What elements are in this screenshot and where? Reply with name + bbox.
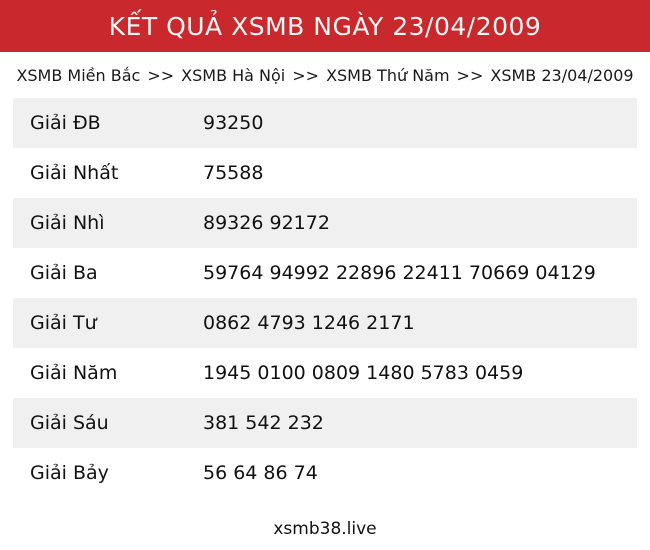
table-row-giai-tu [13,298,637,348]
prize-numbers: 89326 92172 [203,212,330,234]
table-row-giai-db [13,98,637,148]
table-row-giai-nam [13,348,637,398]
page-title: KẾT QUẢ XSMB NGÀY 23/04/2009 [108,11,542,41]
results-table [13,98,637,498]
prize-numbers: 1945 0100 0809 1480 5783 0459 [203,362,524,384]
breadcrumb-link-thu-nam[interactable]: XSMB Thứ Năm [326,65,450,85]
table-row-giai-nhi [13,198,637,248]
prize-numbers: 381 542 232 [203,412,324,434]
prize-label: Giải Sáu [30,412,109,434]
prize-numbers: 56 64 86 74 [203,462,318,484]
breadcrumb-link-date[interactable]: XSMB 23/04/2009 [490,65,634,85]
prize-label: Giải Nhất [30,162,119,184]
prize-numbers: 93250 [203,112,264,134]
breadcrumb-separator: >> [292,65,320,85]
prize-label: Giải Ba [30,262,98,284]
table-row-giai-ba [13,248,637,298]
breadcrumb [0,52,650,98]
prize-label: Giải Bảy [30,462,109,484]
table-row-giai-sau [13,398,637,448]
prize-label: Giải ĐB [30,112,101,134]
breadcrumb-link-ha-noi[interactable]: XSMB Hà Nội [181,65,286,85]
prize-label: Giải Tư [30,312,97,334]
header-banner [0,0,650,52]
prize-label: Giải Nhì [30,212,105,234]
prize-label: Giải Năm [30,362,118,384]
breadcrumb-separator: >> [147,65,175,85]
table-row-giai-bay [13,448,637,498]
prize-numbers: 0862 4793 1246 2171 [203,312,415,334]
breadcrumb-link-mien-bac[interactable]: XSMB Miền Bắc [16,65,141,85]
table-row-giai-nhat [13,148,637,198]
prize-numbers: 59764 94992 22896 22411 70669 04129 [203,262,596,284]
prize-numbers: 75588 [203,162,264,184]
breadcrumb-separator: >> [456,65,484,85]
site-name: xsmb38.live [273,519,377,539]
